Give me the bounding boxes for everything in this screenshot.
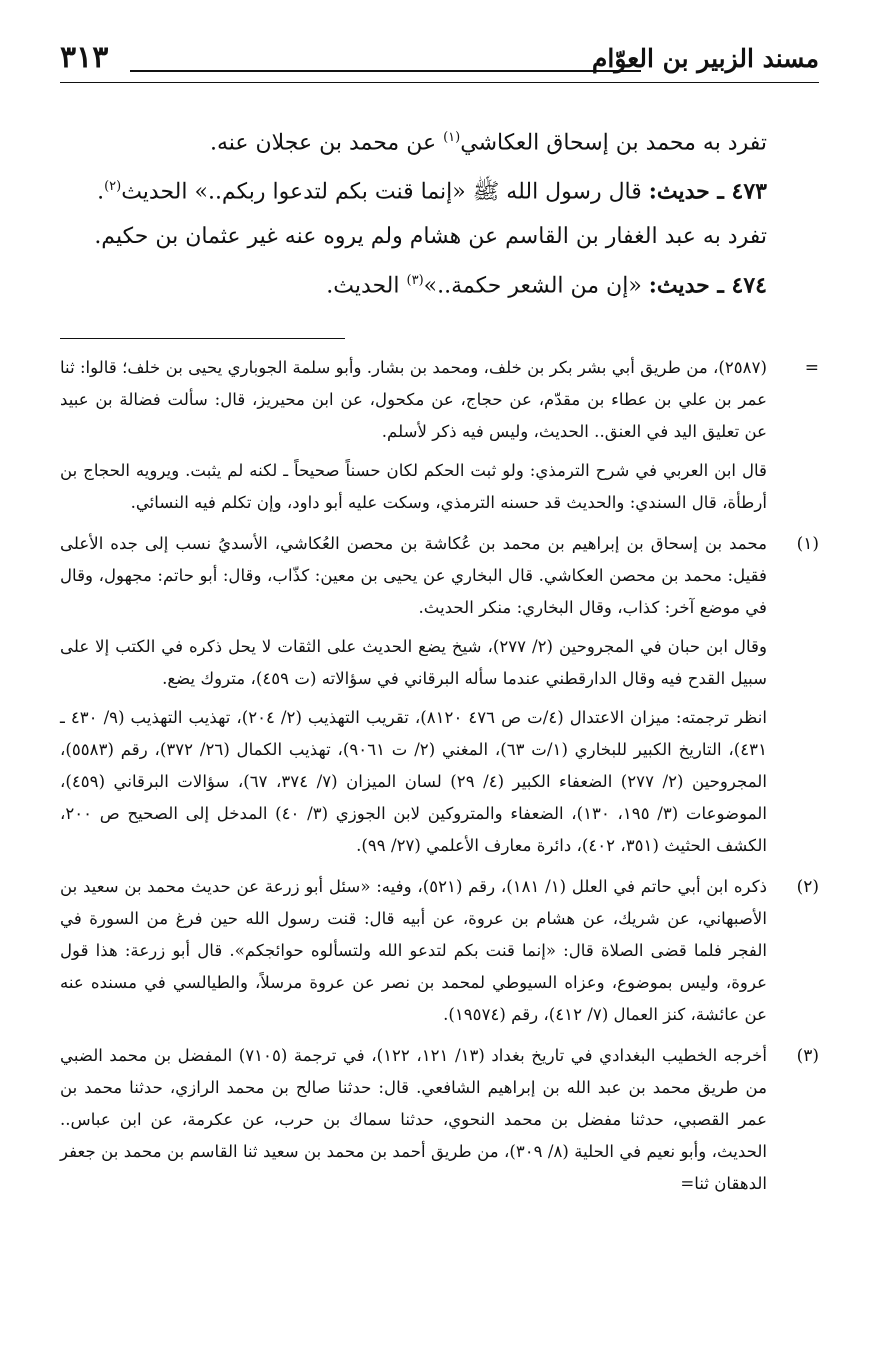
footnote-2 bbox=[60, 871, 819, 1031]
header-underline bbox=[60, 82, 819, 83]
footnote-paragraph: محمد بن إسحاق بن إبراهيم بن محمد بن عُكاشة بن محصن العُكاشي، الأسديُ نسب إلى جده الأعلى فقيل: محمد بن محصن العكاشي. قال البخاري عن يحيى بن معين: كذّاب، وقال: أبو حاتم: مجهول، وقال في موضع آخر: كذاب، وقال البخاري: منكر الحديث. bbox=[60, 534, 767, 617]
hadith-473 bbox=[60, 165, 819, 214]
footnote-number: (١) bbox=[796, 534, 819, 554]
footnote-number: (٣) bbox=[796, 1046, 819, 1066]
footnote-paragraph: أخرجه الخطيب البغدادي في تاريخ بغداد (١٣/ ١٢١، ١٢٢)، في ترجمة (٧١٠٥) المفضل بن محمد الضبي من طريق محمد بن عبد الله بن إبراهيم الشافعي. قال: حدثنا صالح بن محمد الرازي، حدثنا محمد بن عمر القصبي، حدثنا مفضل بن محمد النحوي، حدثنا سماك بن حرب، عن عكرمة، عن ابن عباس.. الحديث، وأبو نعيم في الحلية (٨/ ٣٠٩)، من طريق أحمد بن محمد بن سعيد ثنا القاسم بن محمد بن جعفر الدهقان ثنا= bbox=[60, 1046, 767, 1193]
paragraph-text: تفرد به محمد بن إسحاق العكاشي bbox=[460, 130, 767, 156]
footnote-paragraph: قال ابن العربي في شرح الترمذي: ولو ثبت الحكم لكان حسناً صحيحاً ـ لكنه لم يثبت. ويرويه الحجاج بن أرطأة، قال السندي: والحديث قد حسنه الترمذي، وسكت عليه أبو داود، وإن تكلم فيه النسائي. bbox=[60, 461, 767, 512]
page-header bbox=[60, 0, 819, 80]
footnotes bbox=[60, 352, 819, 1209]
footnote-ref-3: (٣) bbox=[406, 272, 424, 288]
footnote-paragraph: (٢٥٨٧)، من طريق أبي بشر بكر بن خلف، ومحمد بن بشار. وأبو سلمة الجوباري يحيى بن خلف؛ قالوا: ثنا عمر بن علي بن عطاء بن مقدّم، عن حجاج، عن مكحول، عن ابن محيريز، قال: سألت فضالة بن عبيد عن تعليق اليد في العنق.. الحديث، وليس فيه ذكر لأسلم. bbox=[60, 358, 767, 441]
hadith-number-473: ٤٧٣ ـ حديث: bbox=[648, 178, 767, 205]
book-page bbox=[60, 0, 819, 1193]
paragraph-text-tail: عن محمد بن عجلان عنه. bbox=[209, 130, 444, 156]
paragraph-tafarrud-2: تفرد به عبد الغفار بن القاسم عن هشام ولم يروه عنه غير عثمان بن حكيم. bbox=[94, 223, 767, 249]
hadith-text-474-end: الحديث. bbox=[326, 272, 407, 298]
footnote-3 bbox=[60, 1040, 819, 1200]
hadith-text-473-end: . bbox=[97, 179, 105, 205]
footnote-continuation bbox=[60, 352, 819, 519]
hadith-text-474: «إن من الشعر حكمة..» bbox=[423, 272, 649, 298]
continuation-marker: = bbox=[804, 358, 819, 378]
paragraph-tafarrud-1 bbox=[60, 116, 819, 165]
hadith-text-473: قال رسول الله ﷺ «إنما قنت بكم لتدعوا ربكم..» الحديث bbox=[121, 179, 649, 205]
main-text bbox=[60, 116, 819, 308]
hadith-number-474: ٤٧٤ ـ حديث: bbox=[648, 271, 767, 298]
hadith-474 bbox=[60, 259, 819, 308]
footnote-ref-2: (٢) bbox=[104, 179, 122, 195]
header-rule bbox=[130, 70, 641, 72]
page-number: ٣١٣ bbox=[60, 40, 109, 75]
footnote-paragraph: انظر ترجمته: ميزان الاعتدال (٤/ت ص ٤٧٦ ٨١٢٠)، تقريب التهذيب (٢/ ٢٠٤)، تهذيب التهذيب (٩/ ٤٣٠ ـ ٤٣١)، التاريخ الكبير للبخاري (١/ت ٦٣)، المغني (٢/ ت ٩٠٦١)، تهذيب الكمال (٢٦/ ٣٧٢)، رقم (٥٥٨٣)، المجروحين (٢/ ٢٧٧) الضعفاء الكبير (٤/ ٢٩) لسان الميزان (٧/ ٣٧٤، ٦٧)، سؤالات البرقاني (٤٥٩)، الموضوعات (٣/ ١٩٥، ١٣٠)، الضعفاء والمتروكين لابن الجوزي (٣/ ٤٠) المدخل إلى الصحيح ص ٢٠٠، الكشف الحثيث (٣٥١، ٤٠٢)، دائرة معارف الأعلمي (٢٧/ ٩٩). bbox=[60, 708, 768, 855]
running-title: مسند الزبير بن العوّام bbox=[591, 44, 819, 73]
footnote-number: (٢) bbox=[796, 877, 819, 897]
footnote-paragraph: ذكره ابن أبي حاتم في العلل (١/ ١٨١)، رقم (٥٢١)، وفيه: «سئل أبو زرعة عن حديث محمد بن سعيد بن الأصبهاني، عن شريك، عن هشام بن عروة، عن أبيه قال: قنت رسول الله حين فرغ من السورة في الفجر فلما قضى الصلاة قال: «إنما قنت بكم لتدعو الله ولتسألوه حوائجكم». قال أبو زرعة: هذا قول عروة، وليس بموضوع، وعزاه السيوطي لمحمد بن نصر عن عروة مرسلاً، والطيالسي في مسنده عنه عن عائشة، كنز العمال (٧/ ٤١٢)، رقم (١٩٥٧٤). bbox=[60, 877, 768, 1024]
footnote-paragraph: وقال ابن حبان في المجروحين (٢/ ٢٧٧)، شيخ يضع الحديث على الثقات لا يحل ذكره في الكتب إلا على سبيل القدح فيه وقال الدارقطني عندما سأله البرقاني في سؤالاته (ت ٤٥٩)، متروك يضع. bbox=[60, 637, 767, 688]
footnote-ref-1: (١) bbox=[443, 130, 461, 145]
footnote-separator bbox=[60, 338, 345, 339]
footnote-1 bbox=[60, 528, 819, 862]
